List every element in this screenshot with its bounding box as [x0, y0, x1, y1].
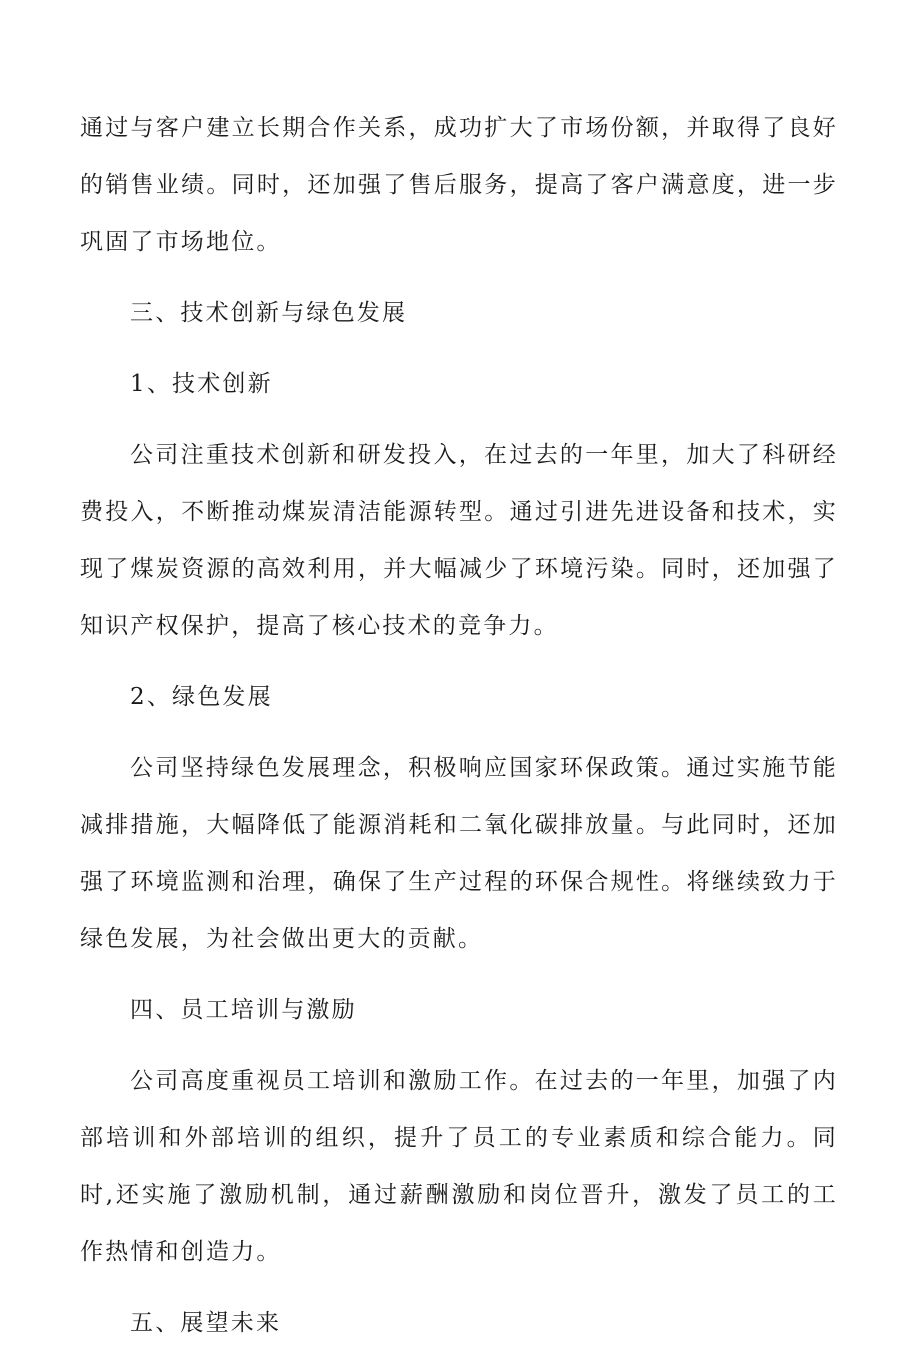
section-heading-outlook: 五、展望未来: [130, 1310, 282, 1336]
paragraph-tech-innovation: 公司注重技术创新和研发投入，在过去的一年里，加大了科研经费投入，不断推动煤炭清洁能源转型。通过引进先进设备和技术，实现了煤炭资源的高效利用，并大幅减少了环境污染。同时，还加强了知识产权保护，提高了核心技术的竞争力。: [80, 442, 838, 639]
paragraph-market-results: 通过与客户建立长期合作关系，成功扩大了市场份额，并取得了良好的销售业绩。同时，还加强了售后服务，提高了客户满意度，进一步巩固了市场地位。: [80, 115, 838, 255]
document-body: [80, 100, 838, 1366]
section-heading-tech-green: 三、技术创新与绿色发展: [130, 300, 408, 326]
section-heading-staff-training: 四、员工培训与激励: [130, 997, 357, 1023]
subheading-tech-innovation: 1、技术创新: [130, 371, 273, 397]
paragraph-staff-training: 公司高度重视员工培训和激励工作。在过去的一年里，加强了内部培训和外部培训的组织，提升了员工的专业素质和综合能力。同时,还实施了激励机制，通过薪酬激励和岗位晋升，激发了员工的工作热情和创造力。: [80, 1068, 838, 1265]
paragraph-green-development: 公司坚持绿色发展理念，积极响应国家环保政策。通过实施节能减排措施，大幅降低了能源消耗和二氧化碳排放量。与此同时，还加强了环境监测和治理，确保了生产过程的环保合规性。将继续致力于绿色发展，为社会做出更大的贡献。: [80, 755, 838, 952]
subheading-green-development: 2、绿色发展: [130, 684, 273, 710]
